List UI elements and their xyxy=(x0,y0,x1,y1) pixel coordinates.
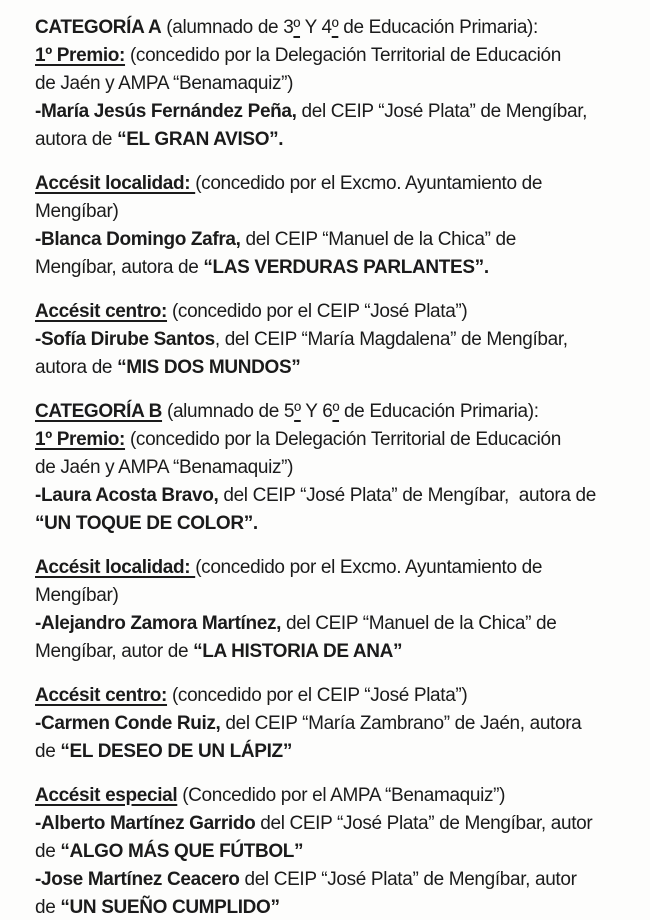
text-line xyxy=(35,298,632,326)
text-run: de Jaén y AMPA “Benamaquiz”) xyxy=(35,73,294,94)
text-run: del CEIP “Manuel de la Chica” de xyxy=(240,229,516,250)
text-run: de Jaén y AMPA “Benamaquiz”) xyxy=(35,457,294,478)
text-line xyxy=(35,638,632,666)
text-run: Mengíbar, autor de xyxy=(35,641,194,662)
text-run: -María Jesús Fernández Peña, xyxy=(35,101,297,122)
text-run: “LA HISTORIA DE ANA” xyxy=(193,641,403,662)
text-run: “UN TOQUE DE COLOR”. xyxy=(35,513,258,534)
text-line xyxy=(35,426,632,454)
text-line xyxy=(35,782,632,810)
text-run: CATEGORÍA A xyxy=(35,17,162,38)
text-run: de Educación Primaria): xyxy=(338,17,538,38)
text-run: -Carmen Conde Ruiz, xyxy=(35,713,221,734)
block-categoria-a-accesit-centro xyxy=(35,298,632,382)
text-line xyxy=(35,70,632,98)
text-run: de xyxy=(35,897,61,918)
text-run: -Blanca Domingo Zafra, xyxy=(35,229,241,250)
text-run: del CEIP “José Plata” de Mengíbar, autor xyxy=(255,813,593,834)
text-line xyxy=(35,14,632,42)
text-line xyxy=(35,326,632,354)
text-run: (concedido por el CEIP “José Plata”) xyxy=(167,685,468,706)
block-categoria-a-primer-premio xyxy=(35,14,632,154)
text-run: º xyxy=(293,17,301,38)
text-run: -Jose Martínez Ceacero xyxy=(35,869,240,890)
text-run: del CEIP “José Plata” de Mengíbar, autor xyxy=(239,869,577,890)
text-run: “ALGO MÁS QUE FÚTBOL” xyxy=(60,841,304,862)
text-line xyxy=(35,710,632,738)
text-line xyxy=(35,554,632,582)
text-run: Accésit centro: xyxy=(35,301,168,322)
text-run: Accésit localidad: xyxy=(35,173,196,194)
text-line xyxy=(35,866,632,894)
block-categoria-b-accesit-centro xyxy=(35,682,632,766)
text-run: autora de xyxy=(35,129,118,150)
text-line xyxy=(35,610,632,638)
text-run: de xyxy=(35,741,61,762)
text-run: 1º Premio: xyxy=(35,45,126,66)
text-line xyxy=(35,738,632,766)
text-run: º xyxy=(332,401,340,422)
text-run: 1º Premio: xyxy=(35,429,126,450)
text-run: del CEIP “José Plata” de Mengíbar, autora de xyxy=(218,485,596,506)
text-run: Accésit especial xyxy=(35,785,178,806)
text-run: (concedido por la Delegación Territorial de Educación xyxy=(125,45,561,66)
text-line xyxy=(35,810,632,838)
text-run: , del CEIP “María Magdalena” de Mengíbar, xyxy=(214,329,568,350)
text-run: (concedido por el Excmo. Ayuntamiento de xyxy=(195,173,543,194)
text-run: (alumnado de 5 xyxy=(162,401,295,422)
text-line xyxy=(35,894,632,920)
text-run: -Alejandro Zamora Martínez, xyxy=(35,613,282,634)
text-run: º xyxy=(294,401,301,422)
document-body xyxy=(35,14,632,920)
text-run: de Educación Primaria): xyxy=(339,401,539,422)
text-line xyxy=(35,42,632,70)
text-line xyxy=(35,198,632,226)
text-run: -Sofía Dirube Santos xyxy=(35,329,215,350)
text-run: (alumnado de 3 xyxy=(161,17,294,38)
text-run: del CEIP “Manuel de la Chica” de xyxy=(281,613,557,634)
text-run: (Concedido por el AMPA “Benamaquiz”) xyxy=(177,785,506,806)
text-line xyxy=(35,398,632,426)
text-run: -Alberto Martínez Garrido xyxy=(35,813,256,834)
text-line xyxy=(35,454,632,482)
text-line xyxy=(35,98,632,126)
text-run: Accésit localidad: xyxy=(35,557,196,578)
text-run: “EL DESEO DE UN LÁPIZ” xyxy=(60,741,292,762)
text-run: “LAS VERDURAS PARLANTES”. xyxy=(203,257,489,278)
text-run: Mengíbar) xyxy=(35,585,119,606)
block-categoria-b-accesit-localidad xyxy=(35,554,632,666)
text-run: del CEIP “José Plata” de Mengíbar, xyxy=(296,101,588,122)
text-line xyxy=(35,226,632,254)
text-run: -Laura Acosta Bravo, xyxy=(35,485,219,506)
text-line xyxy=(35,170,632,198)
text-run: Accésit centro: xyxy=(35,685,168,706)
text-run: CATEGORÍA B xyxy=(35,401,163,422)
block-categoria-b-accesit-especial xyxy=(35,782,632,920)
text-run: de xyxy=(35,841,61,862)
block-categoria-b-primer-premio xyxy=(35,398,632,538)
text-line xyxy=(35,838,632,866)
text-run: “UN SUEÑO CUMPLIDO” xyxy=(60,897,280,918)
text-run: (concedido por el Excmo. Ayuntamiento de xyxy=(195,557,543,578)
text-line xyxy=(35,482,632,510)
text-run: del CEIP “María Zambrano” de Jaén, autora xyxy=(220,713,582,734)
text-run: Mengíbar, autora de xyxy=(35,257,204,278)
text-run: Y 6 xyxy=(300,401,333,422)
text-line xyxy=(35,254,632,282)
text-run: “EL GRAN AVISO”. xyxy=(117,129,284,150)
text-run: Y 4 xyxy=(300,17,332,38)
text-line xyxy=(35,510,632,538)
text-run: (concedido por la Delegación Territorial de Educación xyxy=(125,429,561,450)
text-line xyxy=(35,682,632,710)
text-line xyxy=(35,354,632,382)
text-run: º xyxy=(331,17,339,38)
text-line xyxy=(35,126,632,154)
text-run: Mengíbar) xyxy=(35,201,119,222)
text-line xyxy=(35,582,632,610)
text-run: “MIS DOS MUNDOS” xyxy=(117,357,301,378)
text-run: (concedido por el CEIP “José Plata”) xyxy=(167,301,468,322)
text-run: autora de xyxy=(35,357,118,378)
block-categoria-a-accesit-localidad xyxy=(35,170,632,282)
